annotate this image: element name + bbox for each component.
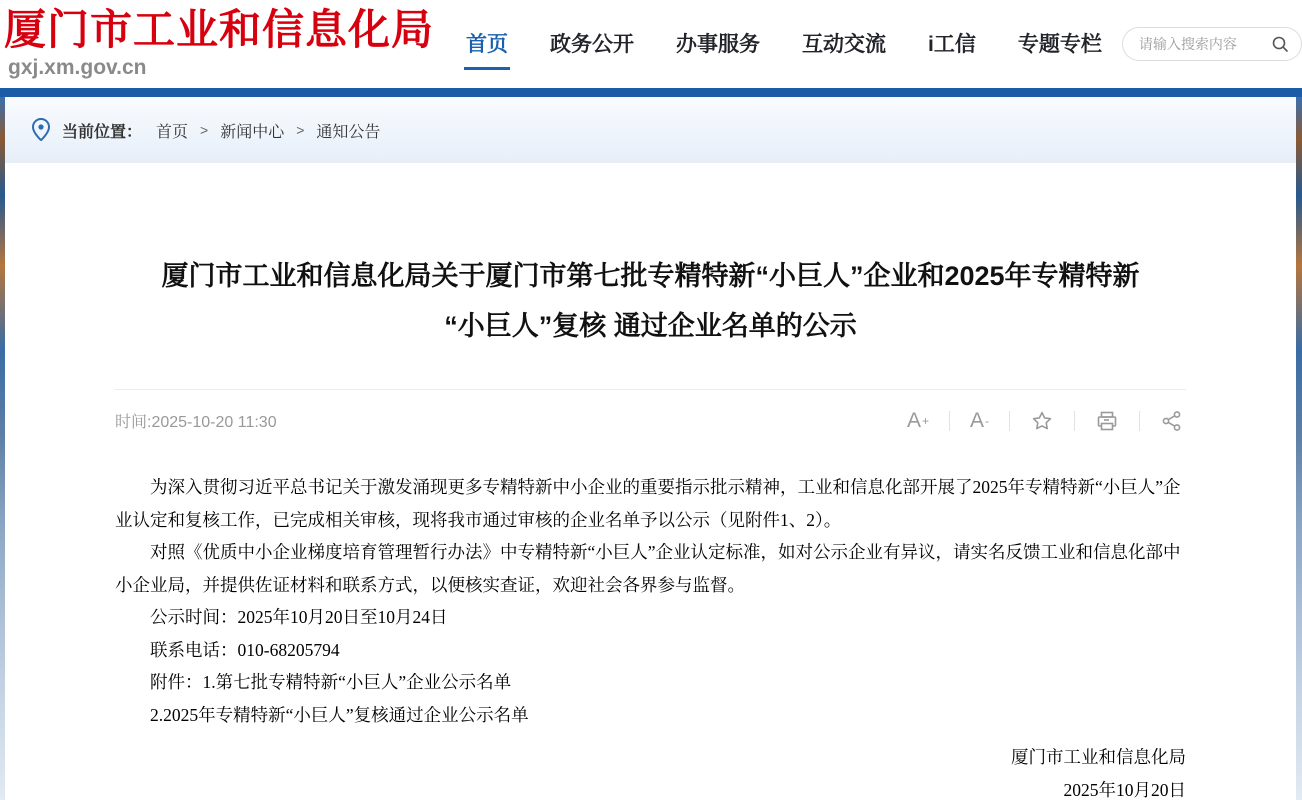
site-logo-title: 厦门市工业和信息化局 — [4, 8, 435, 54]
breadcrumb — [5, 97, 1296, 163]
page-background-edge — [0, 97, 1302, 800]
nav-item-special-topics[interactable]: 专题专栏 — [1017, 33, 1102, 56]
search-box[interactable] — [1122, 27, 1302, 61]
article-title-line-2: “小巨人”复核 通过企业名单的公示 — [444, 311, 857, 341]
content-panel — [5, 97, 1296, 800]
breadcrumb-item-notices[interactable]: 通知公告 — [316, 123, 381, 141]
print-icon[interactable] — [1093, 409, 1121, 433]
location-pin-icon — [30, 117, 52, 143]
toolbar-divider — [1009, 411, 1010, 431]
site-header — [0, 0, 1302, 88]
nav-item-gov-affairs[interactable]: 政务公开 — [550, 33, 634, 56]
nav-item-i-gongxin[interactable]: i工信 — [928, 33, 976, 56]
breadcrumb-separator: > — [296, 122, 305, 138]
favorite-star-icon[interactable] — [1028, 409, 1056, 433]
article-meta-row — [115, 389, 1186, 451]
search-input[interactable] — [1139, 36, 1271, 52]
share-icon[interactable] — [1158, 409, 1186, 433]
main-nav — [464, 18, 1104, 70]
attachment-1: 附件：1.第七批专精特新“小巨人”企业公示名单 — [150, 672, 512, 692]
toolbar-divider — [1074, 411, 1075, 431]
site-logo-domain: gxj.xm.gov.cn — [8, 56, 147, 79]
font-decrease-button[interactable] — [968, 409, 991, 433]
signature-date: 2025年10月20日 — [1063, 780, 1186, 800]
publicity-period: 公示时间：2025年10月20日至10月24日 — [150, 607, 448, 627]
article-body — [115, 471, 1186, 731]
paragraph: 为深入贯彻习近平总书记关于激发涌现更多专精特新中小企业的重要指示批示精神，工业和信息化部开展了2025年专精特新“小巨人”企业认定和复核工作，已完成相关审核，现将我市通过审核的企业名单予以公示（见附件1、2）。 — [115, 477, 1181, 530]
font-increase-button[interactable] — [905, 409, 931, 433]
font-decrease-minus: - — [985, 413, 989, 428]
toolbar-divider — [1139, 411, 1140, 431]
breadcrumb-item-news-center[interactable]: 新闻中心 — [220, 123, 285, 141]
header-divider-bar — [0, 88, 1302, 97]
publish-time: 时间:2025-10-20 11:30 — [115, 414, 277, 431]
nav-item-services[interactable]: 办事服务 — [676, 33, 760, 56]
breadcrumb-label: 当前位置： — [62, 123, 143, 141]
article-toolbar — [905, 409, 1186, 433]
breadcrumb-item-home[interactable]: 首页 — [156, 123, 189, 141]
font-increase-plus: + — [921, 413, 929, 428]
signature-agency: 厦门市工业和信息化局 — [1011, 747, 1186, 767]
article-title — [115, 251, 1186, 351]
contact-phone: 联系电话：010-68205794 — [150, 639, 340, 660]
breadcrumb-separator: > — [200, 122, 209, 138]
toolbar-divider — [949, 411, 950, 431]
nav-item-home[interactable]: 首页 — [464, 18, 510, 70]
article-title-line-1: 厦门市工业和信息化局关于厦门市第七批专精特新“小巨人”企业和2025年专精特新 — [161, 261, 1140, 291]
site-logo — [4, 8, 456, 80]
font-increase-letter: A — [906, 408, 921, 432]
nav-item-interaction[interactable]: 互动交流 — [802, 33, 886, 56]
attachment-2: 2.2025年专精特新“小巨人”复核通过企业公示名单 — [150, 704, 529, 725]
paragraph: 对照《优质中小企业梯度培育管理暂行办法》中专精特新“小巨人”企业认定标准，如对公示企业有异议，请实名反馈工业和信息化部中小企业局，并提供佐证材料和联系方式，以便核实查证，欢迎社会各界参与监督。 — [115, 542, 1181, 595]
font-decrease-letter: A — [969, 408, 984, 432]
article — [5, 251, 1296, 800]
signature-block — [115, 741, 1186, 800]
search-icon[interactable] — [1271, 35, 1289, 53]
